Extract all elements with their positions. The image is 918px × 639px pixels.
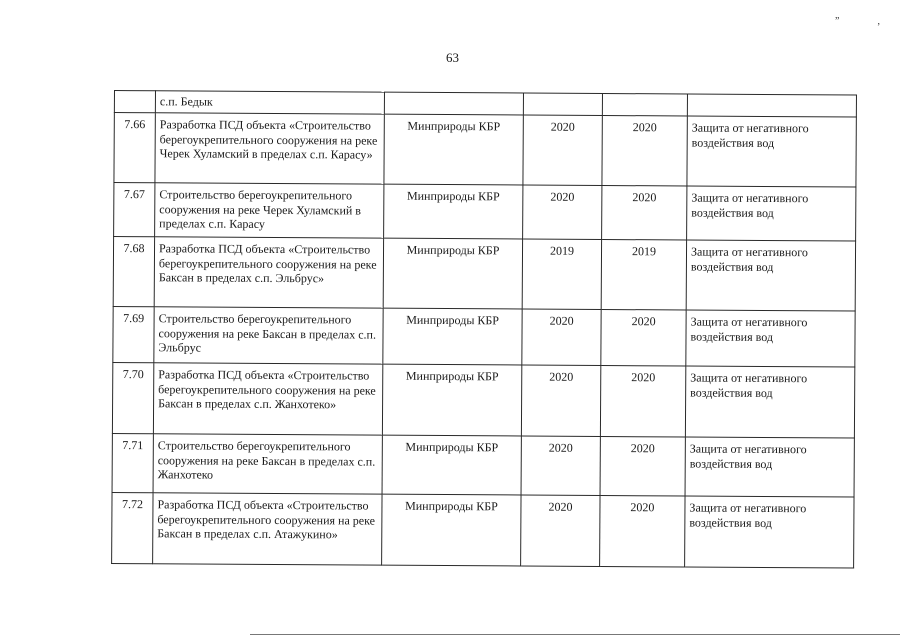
executor: Минприроды КБР [384, 114, 523, 185]
table-row [112, 492, 854, 568]
expected-result: Защита от негативного воздействия вод [685, 366, 854, 438]
row-number: 7.69 [113, 306, 154, 362]
scan-mark-right: , [877, 16, 918, 27]
row-number: 7.67 [114, 183, 155, 237]
end-year: 2020 [600, 495, 685, 567]
scan-edge-line [250, 634, 900, 635]
end-year: 2019 [601, 239, 686, 310]
expected-result: Защита от негативного воздействия вод [686, 310, 855, 367]
row-number: 7.72 [112, 492, 153, 563]
start-year: 2020 [523, 115, 602, 185]
measures-table [111, 90, 857, 569]
measure-name: Разработка ПСД объекта «Строительство берегоукрепительного сооружения на реке Баксан в пределах с.п. Эльбрус» [154, 237, 383, 308]
end-year [602, 93, 687, 116]
measure-name: Разработка ПСД объекта «Строительство берегоукрепительного сооружения на реке Черек Хуламский в пределах с.п. Карасу» [155, 113, 384, 184]
expected-result: Защита от негативного воздействия вод [685, 496, 854, 568]
measure-name: Строительство берегоукрепительного сооружения на реке Баксан в пределах с.п. Жанхотеко [153, 434, 382, 494]
expected-result: Защита от негативного воздействия вод [687, 186, 856, 241]
end-year: 2020 [600, 365, 685, 437]
measure-name: с.п. Бедык [155, 91, 384, 114]
row-number: 7.66 [114, 113, 155, 183]
measure-name: Строительство берегоукрепительного сооружения на реке Черек Хуламский в пределах с.п. Карасу [155, 183, 384, 238]
start-year: 2020 [521, 436, 600, 495]
start-year: 2020 [522, 309, 601, 365]
start-year: 2020 [521, 495, 600, 566]
end-year: 2020 [600, 436, 685, 496]
start-year: 2019 [522, 239, 601, 309]
end-year: 2020 [602, 115, 687, 186]
expected-result: Защита от негативного воздействия вод [685, 437, 854, 497]
executor: Минприроды КБР [383, 238, 522, 309]
table-row [113, 237, 855, 312]
start-year [523, 93, 602, 115]
expected-result [687, 94, 856, 117]
executor: Минприроды КБР [382, 435, 521, 495]
executor: Минприроды КБР [382, 494, 521, 566]
measure-name: Строительство берегоукрепительного сооружения на реке Баксан в пределах с.п. Эльбрус [154, 307, 383, 364]
start-year: 2020 [523, 185, 602, 239]
start-year: 2020 [521, 365, 600, 436]
measure-name: Разработка ПСД объекта «Строительство берегоукрепительного сооружения на реке Баксан в пределах с.п. Атажукино» [153, 493, 382, 565]
executor: Минприроды КБР [382, 364, 521, 436]
table-row [114, 183, 856, 242]
scan-mark-left: ” [835, 16, 878, 27]
executor: Минприроды КБР [384, 184, 523, 239]
row-number [114, 91, 155, 113]
row-number: 7.71 [112, 433, 153, 492]
expected-result: Защита от негативного воздействия вод [686, 240, 855, 311]
row-number: 7.68 [113, 237, 154, 307]
table-row [112, 433, 854, 497]
table-row [114, 113, 856, 188]
row-number: 7.70 [112, 362, 153, 433]
page-number: 63 [446, 50, 459, 65]
executor [384, 92, 523, 115]
table-row [112, 362, 854, 438]
end-year: 2020 [601, 309, 686, 366]
expected-result: Защита от негативного воздействия вод [687, 116, 856, 187]
scan-marks [835, 16, 918, 27]
executor: Минприроды КБР [383, 308, 522, 365]
measure-name: Разработка ПСД объекта «Строительство берегоукрепительного сооружения на реке Баксан в пределах с.п. Жанхотеко» [153, 363, 382, 435]
table-row [113, 306, 855, 367]
end-year: 2020 [602, 185, 687, 240]
